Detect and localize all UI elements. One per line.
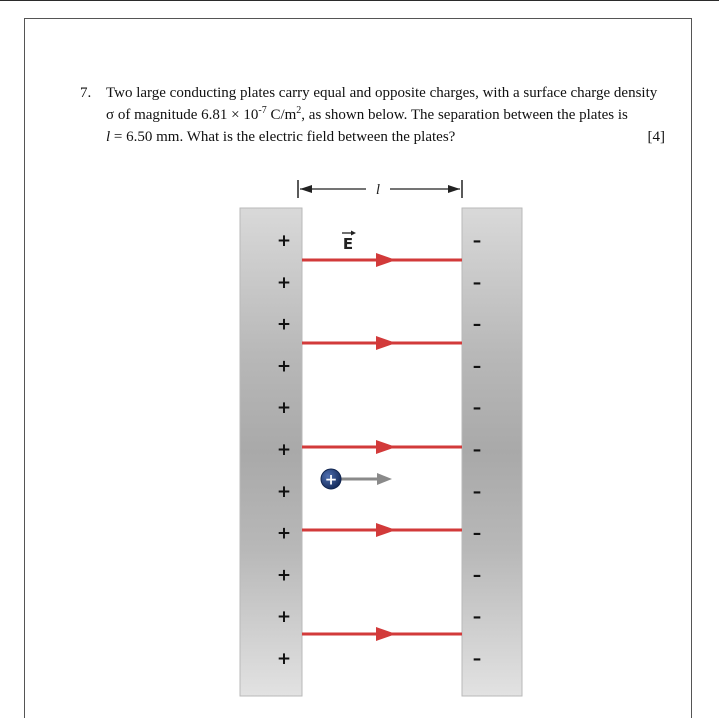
question-line-2-post: , as shown below. The separation between the plates is (301, 107, 628, 123)
test-charge-sign: + (324, 470, 338, 489)
positive-charge-sign: + (276, 440, 292, 460)
positive-charge-sign: + (276, 523, 292, 544)
field-line (302, 523, 462, 537)
negative-charge-sign: – (472, 231, 482, 251)
negative-charge-sign: – (472, 272, 482, 293)
positive-charge-sign: + (276, 607, 292, 628)
field-line (302, 440, 462, 454)
exponent-area: 2 (296, 105, 302, 116)
negative-charge-sign: – (472, 607, 482, 628)
left-plate (240, 208, 302, 696)
test-charge-group (321, 469, 392, 489)
field-line (302, 336, 462, 350)
question-number: 7. (80, 85, 92, 101)
field-vector-label (342, 231, 356, 254)
negative-charge-sign: – (472, 314, 482, 335)
question-line-2-unit: C/m (266, 107, 297, 123)
right-plate (462, 208, 522, 696)
question-line-2-pre: σ of magnitude 6.81 × 10 (106, 107, 259, 123)
marks-label: [4] (647, 129, 665, 145)
positive-charge-sign: + (276, 272, 292, 293)
negative-charge-sign: – (472, 356, 482, 377)
question-line-3-rest: = 6.50 mm. What is the electric field between the plates? (110, 129, 456, 145)
force-arrow-head (377, 473, 392, 485)
separation-variable: l (106, 129, 111, 145)
field-lines (302, 253, 462, 641)
negative-charge-sign: – (472, 398, 482, 419)
positive-charge-sign: + (276, 481, 292, 502)
field-line (302, 627, 462, 641)
question-line-1: Two large conducting plates carry equal and opposite charges, with a surface charge density (106, 85, 658, 101)
positive-charge-sign: + (276, 398, 292, 419)
exponent-charge: -7 (258, 105, 267, 116)
separation-dimension (298, 180, 462, 198)
positive-charge-sign: + (276, 565, 292, 586)
separation-label: l (375, 182, 381, 198)
negative-charge-sign: – (472, 440, 482, 460)
negative-charge-sign: – (472, 565, 482, 586)
field-label: E (342, 235, 354, 253)
negative-charge-sign: – (472, 649, 482, 669)
positive-charge-sign: + (276, 231, 292, 251)
positive-charge-sign: + (276, 314, 292, 335)
field-line (302, 253, 462, 267)
positive-charge-sign: + (276, 356, 292, 377)
positive-charge-sign: + (276, 649, 292, 669)
negative-charge-sign: – (472, 481, 482, 502)
negative-charge-sign: – (472, 523, 482, 544)
